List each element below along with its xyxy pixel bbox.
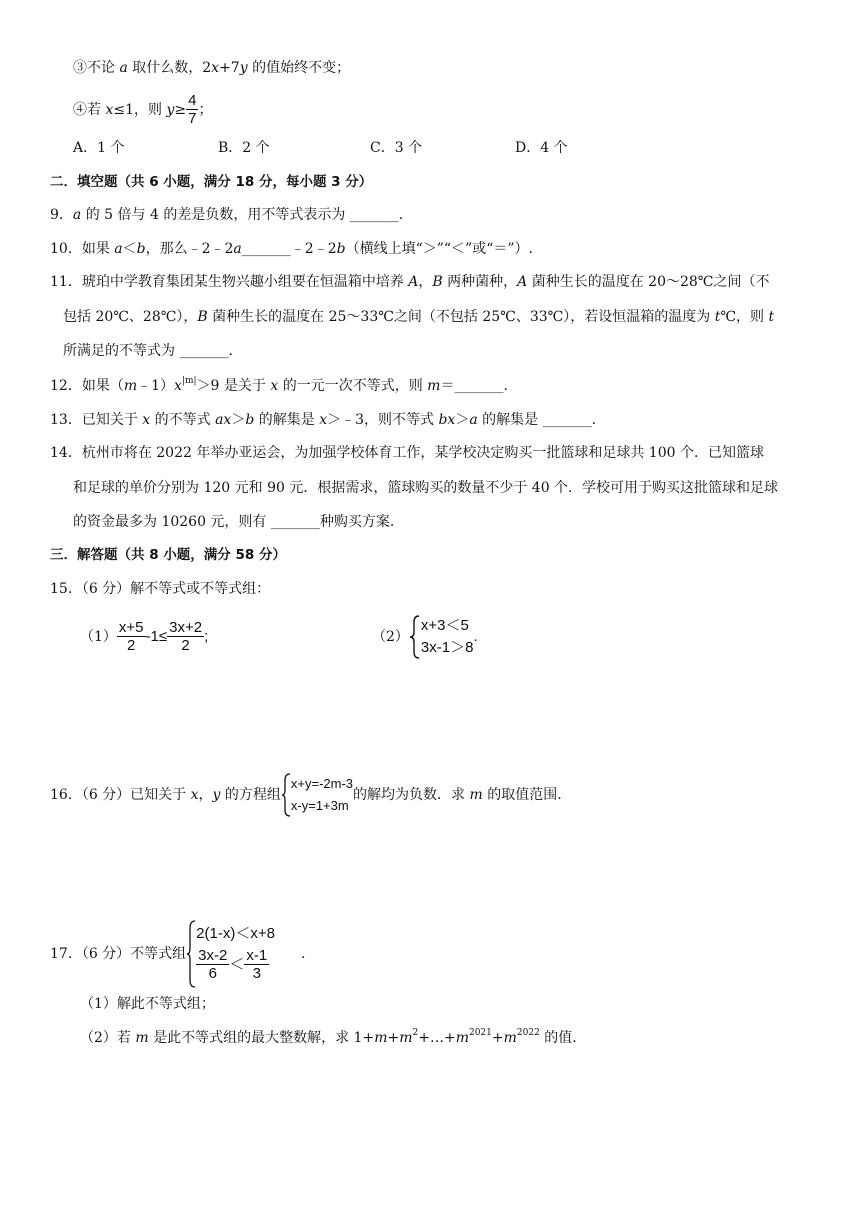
var-x: x xyxy=(319,412,328,428)
question-14-line-3: 的资金最多为 10260 元，则有 _______种购买方案. xyxy=(73,514,395,530)
numerator: 3x-2 xyxy=(198,946,228,964)
text: ＞ xyxy=(455,412,470,428)
question-14-line-2: 和足球的单价分别为 120 元和 90 元．根据需求，篮球购买的数量不少于 40 个．学校可用于购买这批篮球和足球 xyxy=(73,480,779,496)
question-14-line-1: 14．杭州市将在 2022 年举办亚运会，为加强学校体育工作，某学校决定购买一批篮球和足球共 100 个．已知篮球 xyxy=(50,445,764,461)
text: 的值始终不变； xyxy=(247,60,351,76)
var-m: m xyxy=(123,378,138,394)
var-a: A xyxy=(517,274,528,290)
fraction xyxy=(117,620,146,655)
text: ③不论 xyxy=(73,60,120,76)
text: 16．（6 分）已知关于 xyxy=(50,787,191,803)
var-x: x xyxy=(142,412,151,428)
question-11-line-1 xyxy=(50,272,769,292)
system-row xyxy=(196,945,275,985)
text: ﹣1） xyxy=(137,378,175,394)
exponent: 2 xyxy=(412,1028,419,1038)
denominator: 2 xyxy=(127,636,136,654)
question-12 xyxy=(50,376,508,398)
var-bx: bx xyxy=(438,412,456,428)
var-t: t xyxy=(714,309,721,325)
equation-system xyxy=(291,773,353,817)
numerator: x-1 xyxy=(246,946,268,964)
var-y: y xyxy=(166,102,175,118)
inequality-system xyxy=(196,923,275,985)
var-a: a xyxy=(233,241,242,257)
var-x: x xyxy=(190,787,199,803)
system-row: 2(1-x)＜x+8 xyxy=(196,925,275,942)
question-11-line-3: 所满足的不等式为 _______. xyxy=(63,343,233,359)
question-17-part-1: （1）解此不等式组； xyxy=(80,996,215,1012)
text: （2）若 xyxy=(80,1030,136,1046)
var-a: A xyxy=(408,274,419,290)
text: 是此不等式组的最大整数解，求 1+ xyxy=(148,1030,375,1046)
var-m: m xyxy=(455,1030,469,1046)
var-b: b xyxy=(136,241,146,257)
text: 菌种生长的温度在 25～33℃之间（不包括 25℃、33℃），若设恒温箱的温度为 xyxy=(207,309,715,325)
var-b: B xyxy=(197,309,208,325)
question-15-part-2 xyxy=(372,614,478,660)
question-17 xyxy=(50,918,305,990)
question-13 xyxy=(50,410,596,430)
ge-sign: ≥ xyxy=(174,102,187,118)
text: ； xyxy=(198,102,213,118)
text: 的方程组 xyxy=(220,787,281,803)
inequality-system xyxy=(421,615,474,659)
var-b: b xyxy=(245,412,255,428)
text: 的取值范围. xyxy=(482,787,562,803)
text: ℃，则 xyxy=(720,309,769,325)
var-x: x xyxy=(174,378,182,394)
var-a: a xyxy=(469,412,478,428)
system-row: 3x-1＞8 xyxy=(420,639,474,657)
q8-statement-3 xyxy=(73,58,350,78)
text: 12．如果（ xyxy=(50,378,124,394)
text: 的一元一次不等式，则 xyxy=(278,378,428,394)
section-3-title: 三．解答题（共 8 小题，满分 58 分） xyxy=(50,547,286,563)
question-16 xyxy=(50,772,562,818)
text: _______﹣2﹣2 xyxy=(241,241,337,257)
part-label: （1） xyxy=(80,629,117,645)
question-15-stem: 15．（6 分）解不等式或不等式组： xyxy=(50,581,271,597)
text: 10．如果 xyxy=(50,241,115,257)
left-brace-icon xyxy=(186,919,196,989)
var-b: b xyxy=(336,241,346,257)
text: 的值. xyxy=(539,1030,577,1046)
text: 11．琥珀中学教育集团某生物兴趣小组要在恒温箱中培养 xyxy=(50,274,409,290)
denominator: 3 xyxy=(252,964,261,982)
operator: ＜ xyxy=(229,956,245,973)
var-m: m xyxy=(374,1030,388,1046)
var-b: B xyxy=(432,274,443,290)
text: ≤1，则 xyxy=(113,102,167,118)
choice-c: C．3 个 xyxy=(370,140,423,156)
var-ax: ax xyxy=(215,412,232,428)
question-11-line-2 xyxy=(63,307,774,327)
fraction xyxy=(167,620,204,655)
question-10 xyxy=(50,239,533,259)
question-9 xyxy=(50,205,403,225)
fraction xyxy=(244,948,269,983)
text: 包括 20℃、28℃）， xyxy=(63,309,198,325)
text: 9． xyxy=(50,207,73,223)
question-15-part-1 xyxy=(80,616,208,658)
text: + xyxy=(491,1030,504,1046)
text: ＞9 是关于 xyxy=(196,378,271,394)
denominator: 7 xyxy=(188,109,197,127)
text: + xyxy=(387,1030,400,1046)
var-m: m xyxy=(427,378,441,394)
text: 两种菌种， xyxy=(442,274,518,290)
text: ＜ xyxy=(122,241,137,257)
text: 13．已知关于 xyxy=(50,412,143,428)
denominator: 2 xyxy=(181,636,190,654)
var-m: m xyxy=(135,1030,149,1046)
section-2-title: 二．填空题（共 6 小题，满分 18 分，每小题 3 分） xyxy=(50,174,373,190)
var-y: y xyxy=(239,60,248,76)
text: ，那么﹣2﹣2 xyxy=(145,241,234,257)
text: 的 5 倍与 4 的差是负数，用不等式表示为 _______. xyxy=(81,207,404,223)
var-t: t xyxy=(768,309,775,325)
text: 的解均为负数．求 xyxy=(353,787,470,803)
var-m: m xyxy=(399,1030,413,1046)
choice-d: D．4 个 xyxy=(515,140,568,156)
numerator: 4 xyxy=(188,91,197,109)
operator: -1≤ xyxy=(145,628,168,645)
var-x: x xyxy=(270,378,279,394)
numerator: x+5 xyxy=(118,618,144,636)
exponent: |m| xyxy=(181,376,197,386)
var-m: m xyxy=(503,1030,517,1046)
var-a: a xyxy=(114,241,123,257)
exponent: 2021 xyxy=(468,1028,492,1038)
text: ④若 xyxy=(73,102,106,118)
system-row: x+3＜5 xyxy=(420,617,469,635)
choice-b: B．2 个 xyxy=(218,140,270,156)
text: ＝_______. xyxy=(440,378,508,394)
exponent: 2022 xyxy=(516,1028,540,1038)
text: ， xyxy=(198,787,213,803)
var-m: m xyxy=(469,787,483,803)
text: 取什么数，2 xyxy=(127,60,212,76)
text: +…+ xyxy=(418,1030,456,1046)
text: ， xyxy=(418,274,433,290)
part-label: （2） xyxy=(372,629,409,645)
system-row: x-y=1+3m xyxy=(290,798,349,813)
text: 菌种生长的温度在 20～28℃之间（不 xyxy=(527,274,770,290)
var-x: x xyxy=(105,102,114,118)
text: ; xyxy=(204,628,209,645)
denominator: 6 xyxy=(208,964,217,982)
text: +7 xyxy=(219,60,240,76)
text: 17．（6 分）不等式组 xyxy=(50,946,187,962)
text: 的解集是 xyxy=(254,412,320,428)
text: 的解集是 _______. xyxy=(477,412,597,428)
var-a: a xyxy=(72,207,82,223)
text: ＞﹣3，则不等式 xyxy=(327,412,439,428)
fraction xyxy=(196,948,229,983)
choice-a: A．1 个 xyxy=(73,140,125,156)
text: ＞ xyxy=(231,412,246,428)
numerator: 3x+2 xyxy=(169,618,203,636)
left-brace-icon xyxy=(281,772,291,818)
question-17-part-2 xyxy=(80,1028,577,1050)
left-brace-icon xyxy=(409,614,421,660)
var-x: x xyxy=(211,60,220,76)
text: （横线上填“＞”“＜”或“＝”）. xyxy=(345,241,533,257)
var-y: y xyxy=(212,787,221,803)
var-a: a xyxy=(119,60,128,76)
system-row: x+y=-2m-3 xyxy=(290,776,354,791)
text: . xyxy=(473,628,478,645)
text: 的不等式 xyxy=(150,412,216,428)
q8-statement-4 xyxy=(73,92,212,128)
fraction-4-7 xyxy=(186,93,198,128)
text: . xyxy=(300,946,306,962)
